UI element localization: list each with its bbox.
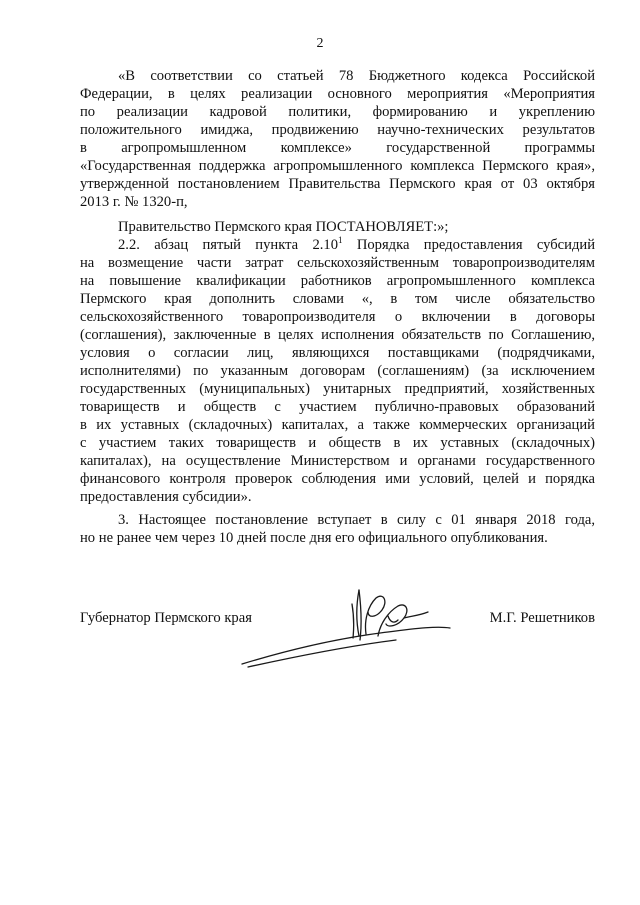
text-line: условия о согласии лиц, являющихся поставщиками (подрядчиками, <box>80 345 595 361</box>
text-line: исполнителями) по указанным договорам (соглашениям) (за исключением <box>80 363 595 379</box>
text-line: финансового контроля проверок соблюдения ими условий, целей и порядка <box>80 471 595 487</box>
text-fragment: Порядка предоставления субсидий <box>342 237 595 253</box>
text-line: положительного имиджа, продвижению научно-технических результатов <box>80 122 595 138</box>
text-fragment: 2.2. абзац пятый пункта 2.10 <box>118 237 339 253</box>
text-line: государственных (муниципальных) унитарных предприятий, хозяйственных <box>80 381 595 397</box>
text-line: на повышение квалификации работников агропромышленного комплекса <box>80 273 595 289</box>
text-line: Федерации, в целях реализации основного мероприятия «Мероприятия <box>80 86 595 102</box>
text-line: утвержденной постановлением Правительства Пермского края от 03 октября <box>80 176 595 192</box>
page-number: 2 <box>316 36 324 51</box>
signatory-title: Губернатор Пермского края <box>80 610 252 626</box>
text-line: в агропромышленном комплексе» государственной программы <box>80 140 595 156</box>
text-line: Правительство Пермского края ПОСТАНОВЛЯЕТ:»; <box>118 219 449 235</box>
text-line: но не ранее чем через 10 дней после дня его официального опубликования. <box>80 530 548 546</box>
text-line: капиталах), на осуществление Министерством и органами государственного <box>80 453 595 469</box>
text-line: в их уставных (складочных) капиталах, а также коммерческих организаций <box>80 417 595 433</box>
text-line: 3. Настоящее постановление вступает в силу с 01 января 2018 года, <box>118 512 595 528</box>
text-line: предоставления субсидии». <box>80 489 252 505</box>
handwritten-signature <box>228 576 458 676</box>
text-line: на возмещение части затрат сельскохозяйственным товаропроизводителям <box>80 255 595 271</box>
text-line: 2013 г. № 1320-п, <box>80 194 188 210</box>
text-line: с участием таких товариществ и обществ в их уставных (складочных) <box>80 435 595 451</box>
superscript: 1 <box>338 235 343 246</box>
text-line: товариществ и обществ с участием публично-правовых образований <box>80 399 595 415</box>
text-line: по реализации кадровой политики, формированию и укреплению <box>80 104 595 120</box>
text-line: сельскохозяйственного товаропроизводителя о включении в договоры <box>80 309 595 325</box>
text-line-with-superscript <box>118 236 595 254</box>
text-line: (соглашения), заключенные в целях исполнения обязательств по Соглашению, <box>80 327 595 343</box>
signatory-name: М.Г. Решетников <box>489 610 595 626</box>
text-line: Пермского края дополнить словами «, в том числе обязательство <box>80 291 595 307</box>
text-line: «Государственная поддержка агропромышленного комплекса Пермского края», <box>80 158 595 174</box>
text-line: «В соответствии со статьей 78 Бюджетного кодекса Российской <box>118 68 595 84</box>
